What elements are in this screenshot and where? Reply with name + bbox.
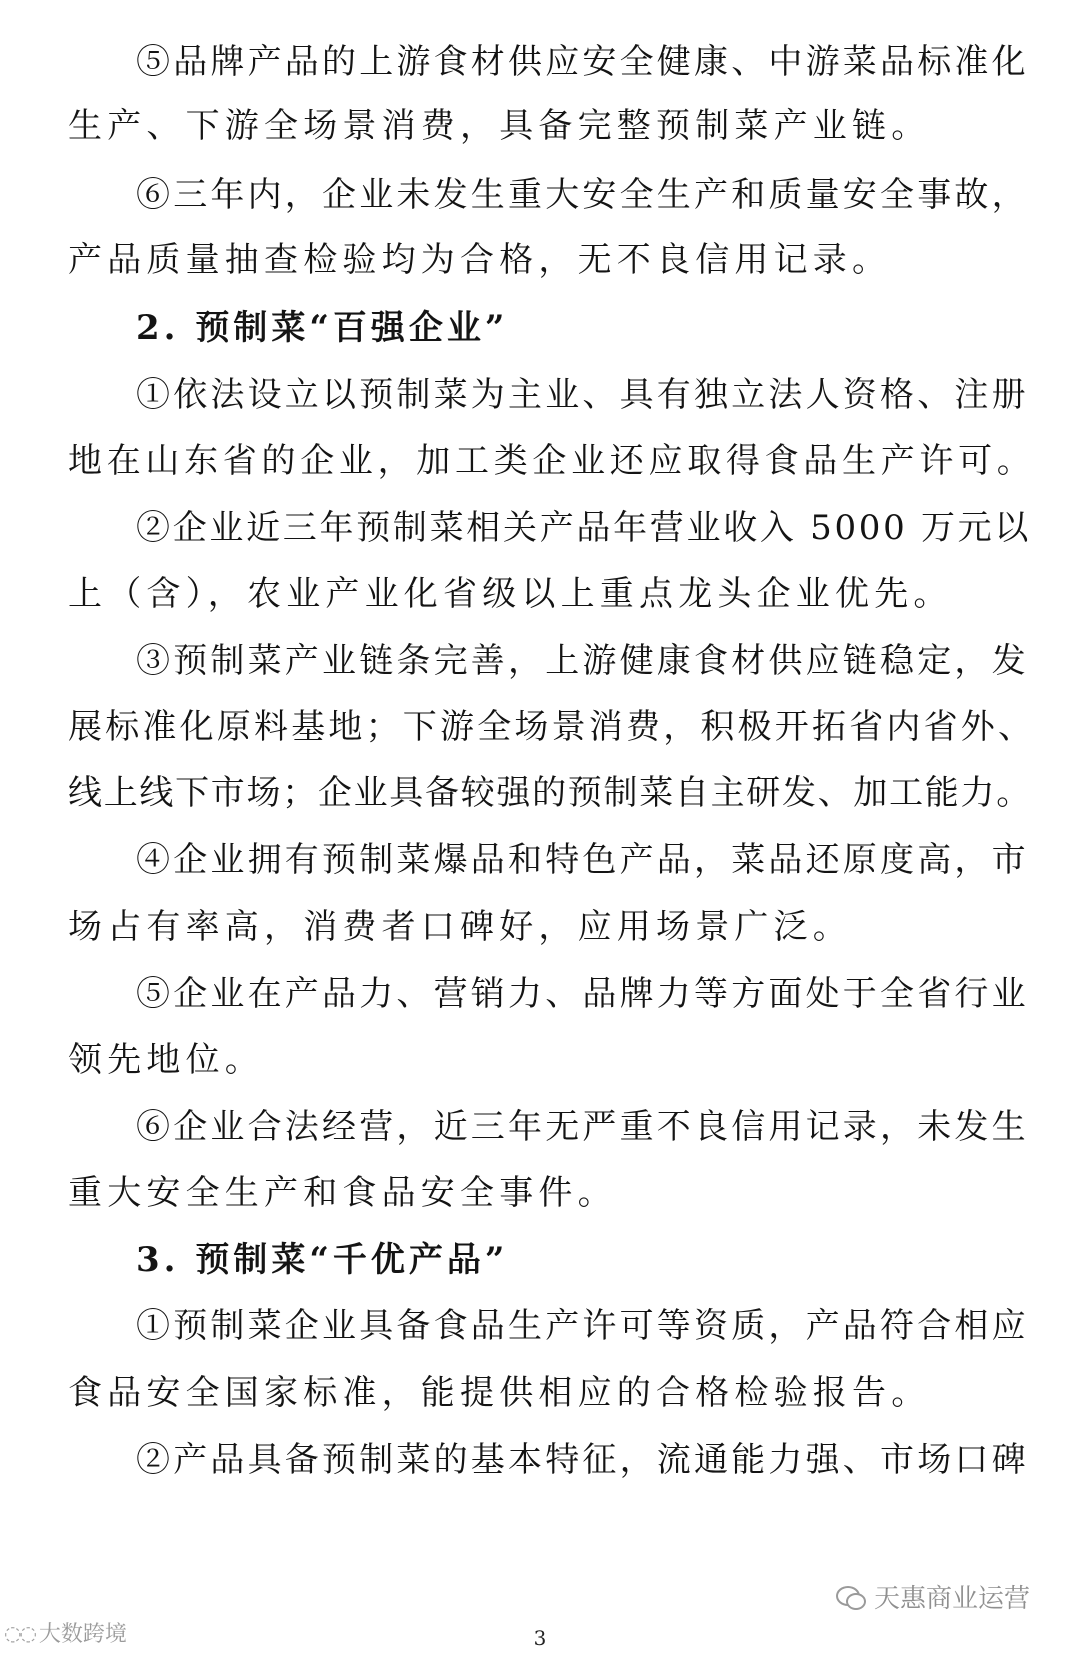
- paragraph-line: ⑤品牌产品的上游食材供应安全健康、中游菜品标准化: [136, 42, 1029, 82]
- paragraph-line: 食品安全国家标准，能提供相应的合格检验报告。: [68, 1373, 931, 1413]
- paragraph-line: ⑥三年内，企业未发生重大安全生产和质量安全事故，: [136, 175, 1029, 215]
- paragraph-line: 线上线下市场；企业具备较强的预制菜自主研发、加工能力。: [68, 773, 1032, 813]
- paragraph-line: ⑥企业合法经营，近三年无严重不良信用记录，未发生: [136, 1107, 1029, 1147]
- paragraph-line: 展标准化原料基地；下游全场景消费，积极开拓省内省外、: [68, 707, 1036, 747]
- paragraph-line: ⑤企业在产品力、营销力、品牌力等方面处于全省行业: [136, 974, 1029, 1014]
- paragraph-line: 场占有率高，消费者口碑好，应用场景广泛。: [68, 907, 852, 947]
- paragraph-line: ④企业拥有预制菜爆品和特色产品，菜品还原度高，市: [136, 840, 1029, 880]
- paragraph-line: 领先地位。: [68, 1040, 264, 1080]
- paragraph-line: 生产、下游全场景消费，具备完整预制菜产业链。: [68, 106, 931, 146]
- paragraph-line: 重大安全生产和食品安全事件。: [68, 1173, 617, 1213]
- watermark-account-name: 天惠商业运营: [874, 1584, 1031, 1614]
- wechat-icon: [836, 1584, 866, 1610]
- logo-icon: ◌◌: [4, 1620, 35, 1645]
- paragraph-line: 地在山东省的企业，加工类企业还应取得食品生产许可。: [68, 441, 1036, 481]
- paragraph-line: 上（含），农业产业化省级以上重点龙头企业优先。: [68, 574, 953, 614]
- watermark-brand-name: 大数跨境: [38, 1622, 127, 1647]
- paragraph-line: ②产品具备预制菜的基本特征，流通能力强、市场口碑: [136, 1440, 1029, 1480]
- page-number: 3: [533, 1626, 547, 1650]
- section-heading: 3. 预制菜“千优产品”: [136, 1240, 509, 1280]
- section-heading: 2. 预制菜“百强企业”: [136, 308, 509, 348]
- paragraph-line: ③预制菜产业链条完善，上游健康食材供应链稳定，发: [136, 641, 1029, 681]
- paragraph-line: ①依法设立以预制菜为主业、具有独立法人资格、注册: [136, 375, 1029, 415]
- paragraph-line: ②企业近三年预制菜相关产品年营业收入 5000 万元以: [136, 508, 1032, 548]
- wechat-watermark: [836, 1578, 1030, 1615]
- paragraph-line: ①预制菜企业具备食品生产许可等资质，产品符合相应: [136, 1306, 1029, 1346]
- paragraph-line: 产品质量抽查检验均为合格，无不良信用记录。: [68, 240, 892, 280]
